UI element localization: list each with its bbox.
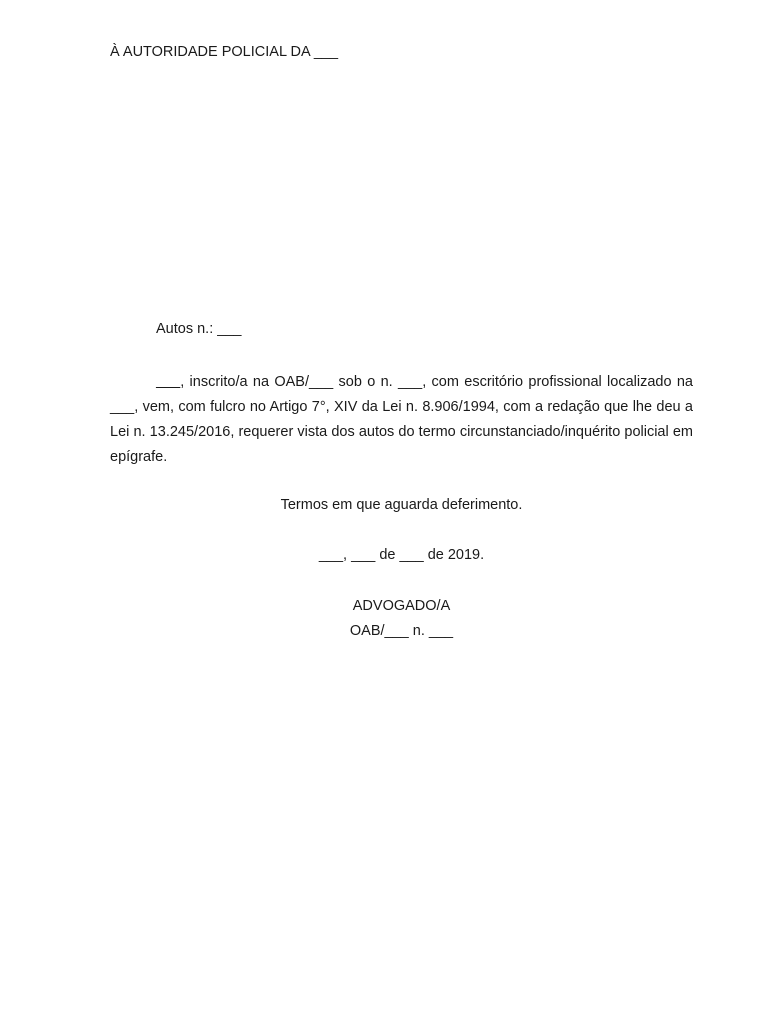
date-line: ___, ___ de ___ de 2019. (318, 547, 485, 563)
signature-oab: OAB/___ n. ___ (349, 623, 454, 639)
signature-title: ADVOGADO/A (352, 598, 451, 614)
petition-paragraph (110, 370, 693, 470)
petition-text: , inscrito/a na OAB/___ sob o n. ___, com escritório profissional localizado na ___, vem, com fulcro no Artigo 7°, XIV da Lei n. 8.906/1994, com a redação que lhe deu a Lei n. 13.245/2016, requerer vista dos autos do termo circunstanciado/inquérito policial em epígrafe. (110, 374, 693, 465)
case-number-line: Autos n.: ___ (156, 321, 242, 337)
name-blank: ___ (156, 374, 181, 390)
closing-line: Termos em que aguarda deferimento. (280, 497, 523, 513)
addressee-heading: À AUTORIDADE POLICIAL DA ___ (110, 44, 339, 60)
